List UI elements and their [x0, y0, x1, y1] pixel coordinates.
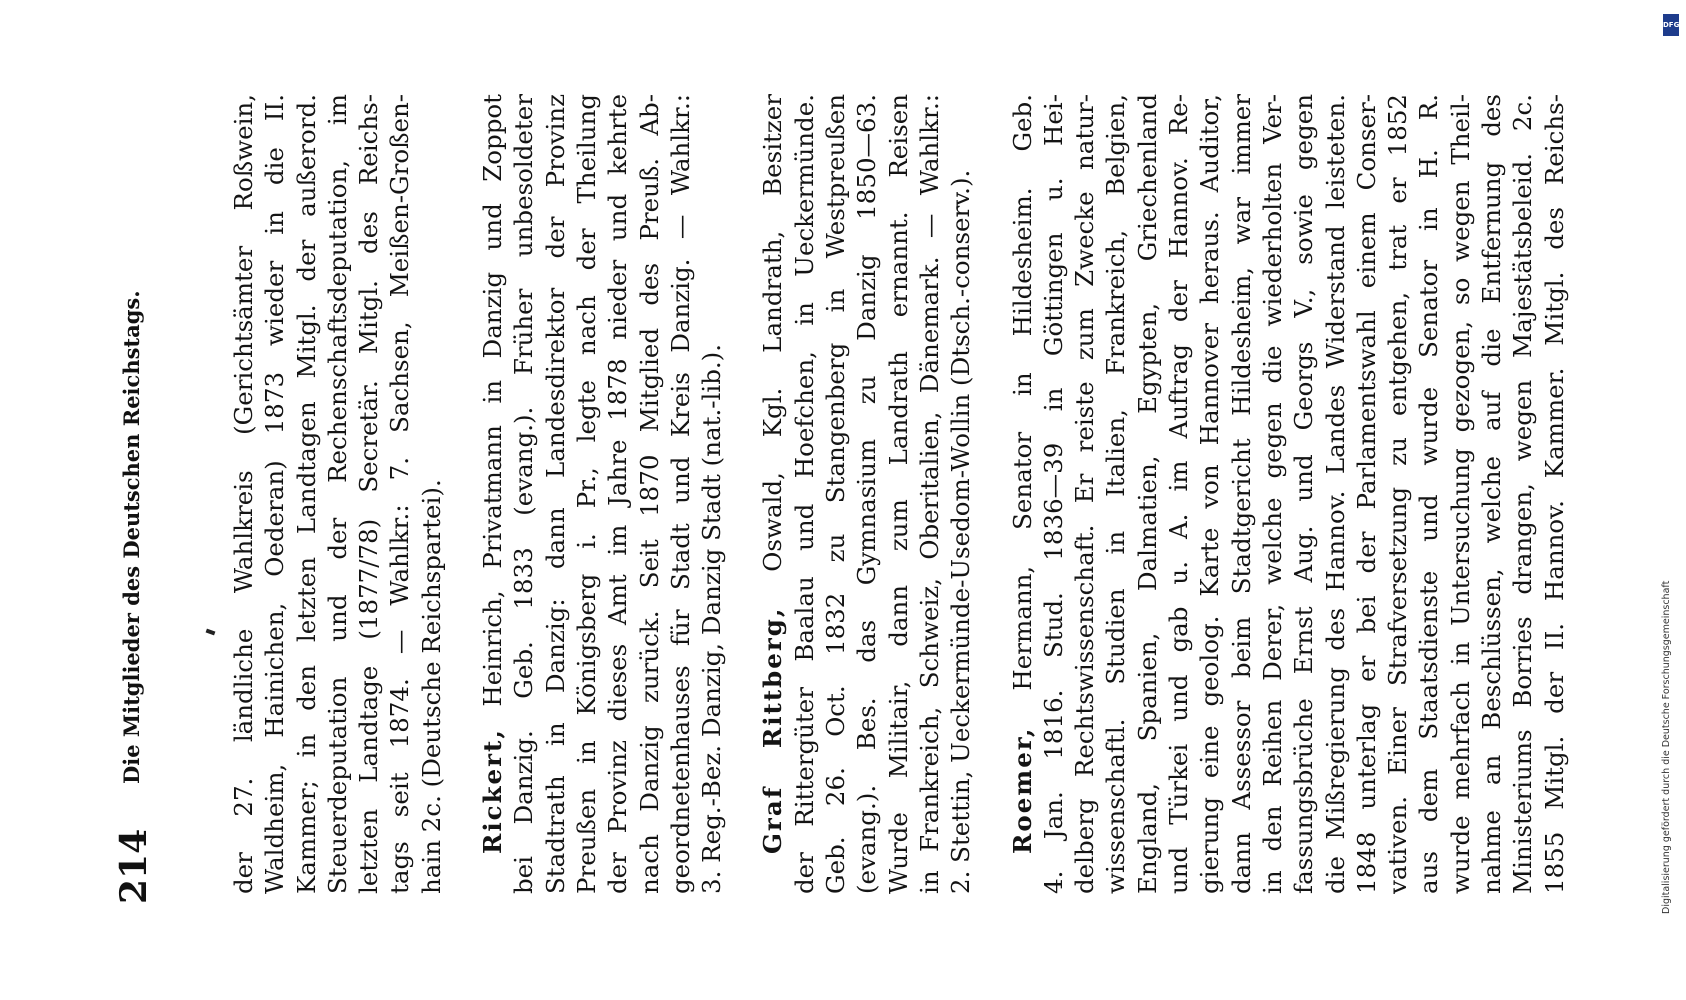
text-line: der 27. ländliche Wahlkreis (Gerichtsämter Roßwein, — [229, 94, 258, 894]
entry-first-line — [757, 94, 788, 894]
dfg-logo: DFG — [1663, 14, 1679, 36]
page-header — [112, 44, 156, 904]
entry-name: Roemer, — [1007, 726, 1037, 854]
entry-continuation — [228, 94, 447, 894]
text-line: hain 2c. (Deutsche Reichspartei). — [416, 479, 446, 894]
running-head: Die Mitglieder des Deutschen Reichstags. — [119, 290, 144, 784]
text-line: (evang.). Bes. das Gymnasium zu Danzig 1850—63. — [852, 94, 882, 894]
text-line: Ministeriums Borries drangen, wegen Majestätsbeleid. 2c. — [1508, 94, 1538, 894]
text-line: Geb. 26. Oct. 1832 zu Stangenberg in Westpreußen — [821, 94, 851, 894]
entry-first-line — [1007, 94, 1038, 894]
text-line: in Frankreich, Schweiz, Oberitalien, Dänemark. — Wahlkr.: — [914, 94, 944, 894]
entry-name: Rickert, — [478, 728, 508, 854]
text-line: und Türkei und gab u. A. im Auftrag der Hannov. Re- — [1164, 94, 1194, 894]
text-line: der Provinz dieses Amt im Jahre 1878 nieder und kehrte — [603, 94, 633, 894]
text-line: Waldheim, Hainichen, Oederan) 1873 wieder in die II. — [260, 94, 290, 894]
text-line: gierung eine geolog. Karte von Hannover heraus. Auditor, — [1195, 94, 1225, 894]
text-line: Kammer; in den letzten Landtagen Mitgl. der außerord. — [291, 94, 321, 894]
text-line: Preußen in Königsberg i. Pr., legte nach der Theilung — [571, 94, 601, 894]
entry-roemer — [1007, 94, 1570, 894]
rotated-page-content — [78, 24, 1638, 964]
entry-first-line-text: Hermann, Senator in Hildesheim. Geb. — [1007, 94, 1037, 691]
ink-speck — [206, 629, 216, 636]
text-line: vativen. Einer Strafversetzung zu entgehen, trat er 1852 — [1383, 94, 1413, 894]
text-line: delberg Rechtswissenschaft. Er reiste zum Zwecke natur- — [1070, 94, 1100, 894]
entry-first-line-text: Oswald, Kgl. Landrath, Besitzer — [758, 94, 788, 572]
text-line: 2. Stettin, Ueckermünde-Usedom-Wollin (Dtsch.-conserv.). — [946, 169, 976, 894]
text-line: tags seit 1874. — Wahlkr.: 7. Sachsen, Meißen-Großen- — [385, 94, 415, 894]
text-line: fassungsbrüche Ernst Aug. und Georgs V., sowie gegen — [1289, 94, 1319, 894]
entry-first-line — [477, 94, 508, 894]
text-line: dann Assessor beim Stadtgericht Hildesheim, war immer — [1226, 94, 1256, 894]
text-line: die Mißregierung des Hannov. Landes Widerstand leisteten. — [1320, 94, 1350, 894]
entry-first-line-text: Heinrich, Privatmann in Danzig und Zoppot — [478, 94, 508, 707]
text-line: letzten Landtage (1877/78) Secretär. Mitgl. des Reichs- — [354, 94, 384, 894]
digitization-credit — [1660, 14, 1678, 954]
text-line: England, Spanien, Dalmatien, Egypten, Griechenland — [1132, 94, 1162, 894]
text-line: nahme an Beschlüssen, welche auf die Entfernung des — [1476, 94, 1506, 894]
text-line: wissenschaftl. Studien in Italien, Frankreich, Belgien, — [1101, 94, 1131, 894]
text-line: geordnetenhauses für Stadt und Kreis Danzig. — Wahlkr.: — [665, 94, 695, 894]
text-line: 1855 Mitgl. der II. Hannov. Kammer. Mitgl. des Reichs- — [1539, 94, 1569, 894]
text-line: nach Danzig zurück. Seit 1870 Mitglied des Preuß. Ab- — [634, 94, 664, 894]
page-number: 214 — [113, 828, 155, 904]
text-line: wurde mehrfach in Untersuchung gezogen, so wegen Theil- — [1445, 94, 1475, 894]
text-line: 3. Reg.-Bez. Danzig, Danzig Stadt (nat.-lib.). — [697, 343, 727, 894]
text-body — [228, 94, 1600, 894]
text-line: 1848 unterlag er bei der Parlamentswahl einem Conser- — [1351, 94, 1381, 894]
digitization-credit-text: Digitalisierung gefördert durch die Deutsche Forschungsgemeinschaft — [1661, 580, 1672, 914]
text-line: aus dem Staatsdienste und wurde Senator in H. R. — [1414, 94, 1444, 894]
entry-name: Graf Rittberg, — [758, 606, 788, 854]
text-line: der Rittergüter Baalau und Hoefchen, in Ueckermünde. — [789, 94, 819, 894]
text-line: Wurde Militair, dann zum Landrath ernannt. Reisen — [883, 94, 913, 894]
text-line: Steuerdeputation und der Rechenschaftsdeputation, im — [322, 94, 352, 894]
entry-rittberg — [757, 94, 976, 894]
text-line: in den Reihen Derer, welche gegen die wiederholten Ver- — [1257, 94, 1287, 894]
text-line: 4. Jan. 1816. Stud. 1836—39 in Göttingen u. Hei- — [1038, 94, 1068, 894]
text-line: Stadtrath in Danzig: dann Landesdirektor der Provinz — [540, 94, 570, 894]
text-line: bei Danzig. Geb. 1833 (evang.). Früher unbesoldeter — [509, 94, 539, 894]
entry-rickert — [477, 94, 727, 894]
